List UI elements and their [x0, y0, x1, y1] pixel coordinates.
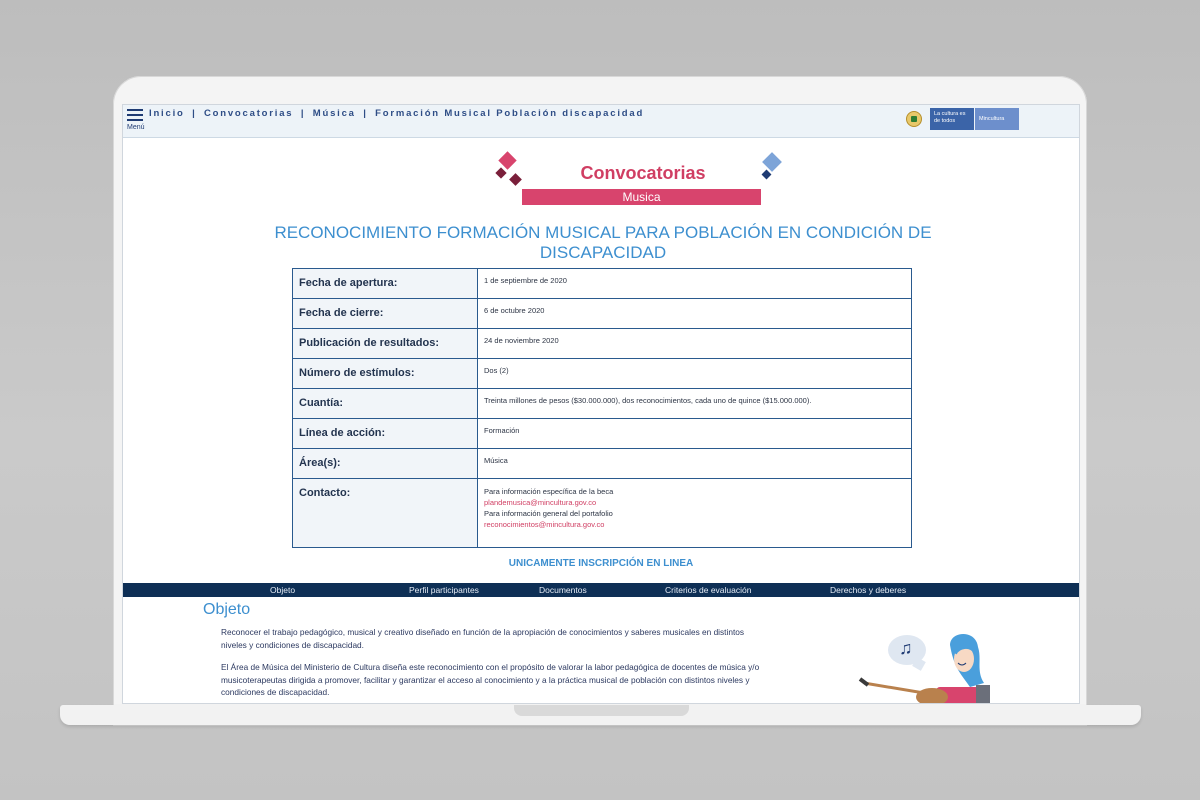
table-row — [293, 419, 912, 449]
hamburger-icon — [127, 109, 143, 121]
table-row — [293, 449, 912, 479]
page-title: RECONOCIMIENTO FORMACIÓN MUSICAL PARA POBLACIÓN EN CONDICIÓN DE DISCAPACIDAD — [274, 223, 932, 262]
section-title: Convocatorias — [580, 163, 706, 183]
row-label: Publicación de resultados: — [293, 329, 478, 359]
contact-value — [478, 479, 912, 548]
decor-diamond-icon — [509, 173, 522, 186]
menu-button[interactable] — [127, 109, 145, 131]
row-label: Línea de acción: — [293, 419, 478, 449]
row-value: Dos (2) — [478, 359, 912, 389]
table-row — [293, 389, 912, 419]
row-value: Treinta millones de pesos ($30.000.000), dos reconocimientos, cada uno de quince ($15.000.000). — [478, 389, 912, 419]
breadcrumb-separator: | — [300, 108, 306, 119]
row-label: Número de estímulos: — [293, 359, 478, 389]
decor-diamond-icon — [762, 152, 782, 172]
table-row — [293, 269, 912, 299]
row-label: Cuantía: — [293, 389, 478, 419]
tab-criterios-evaluacion[interactable]: Criterios de evaluación — [665, 585, 752, 595]
decor-diamond-icon — [762, 170, 772, 180]
section-subtitle-bar: Musica — [522, 189, 761, 205]
colombia-shield-icon — [906, 111, 922, 127]
contact-label: Contacto: — [293, 479, 478, 548]
guitarist-illustration — [858, 625, 998, 704]
table-row-contact — [293, 479, 912, 548]
breadcrumb — [149, 108, 644, 119]
tab-derechos-deberes[interactable]: Derechos y deberes — [830, 585, 907, 595]
table-row — [293, 299, 912, 329]
row-value: Formación — [478, 419, 912, 449]
objeto-heading: Objeto — [203, 601, 251, 618]
row-value: Música — [478, 449, 912, 479]
table-row — [293, 359, 912, 389]
laptop-notch — [514, 705, 689, 716]
row-value: 24 de noviembre 2020 — [478, 329, 912, 359]
contact-line: Para información específica de la beca — [484, 487, 614, 496]
objeto-paragraph: Reconocer el trabajo pedagógico, musical y creativo diseñado en función de la apropiación de conocimientos y saberes musicales en distintos niveles y condiciones de discapacidad. — [221, 627, 745, 650]
contact-email-link[interactable]: reconocimientos@mincultura.gov.co — [484, 520, 605, 529]
mincultura-logo: Mincultura — [975, 108, 1019, 130]
government-logos[interactable] — [906, 108, 1019, 130]
tab-objeto[interactable]: Objeto — [270, 585, 296, 595]
online-registration-note: UNICAMENTE INSCRIPCIÓN EN LINEA — [508, 558, 694, 569]
browser-viewport — [122, 104, 1080, 704]
section-tabs — [123, 583, 1079, 597]
menu-label: Menú — [127, 124, 145, 131]
breadcrumb-current: Formación Musical Población discapacidad — [375, 108, 645, 119]
tab-perfil-participantes[interactable]: Perfil participantes — [409, 585, 479, 595]
row-value: 6 de octubre 2020 — [478, 299, 912, 329]
breadcrumb-musica[interactable]: Música — [312, 108, 356, 119]
table-row — [293, 329, 912, 359]
objeto-paragraph: El Área de Música del Ministerio de Cultura diseña este reconocimiento con el propósito de valorar la labor pedagógica de docentes de música y/o musicoterapeutas dirigida a promover, facilitar y garantizar el acceso al conocimiento y a la práctica musical de población con distintos niveles y condiciones de discapacidad. — [221, 662, 760, 697]
decor-diamond-icon — [495, 167, 506, 178]
breadcrumb-separator: | — [192, 108, 197, 119]
breadcrumb-inicio[interactable]: Inicio — [149, 108, 185, 119]
contact-line: Para información general del portafolio — [484, 509, 613, 518]
row-label: Fecha de apertura: — [293, 269, 478, 299]
row-value: 1 de septiembre de 2020 — [478, 269, 912, 299]
row-label: Fecha de cierre: — [293, 299, 478, 329]
contact-email-link[interactable]: plandemusica@mincultura.gov.co — [484, 498, 597, 507]
tab-documentos[interactable]: Documentos — [539, 585, 587, 595]
music-note-icon: ♫ — [899, 638, 913, 658]
call-info-table — [292, 268, 912, 548]
breadcrumb-separator: | — [363, 108, 368, 119]
la-cultura-logo: La cultura es de todos — [930, 108, 974, 130]
top-navigation-bar — [123, 105, 1079, 138]
row-label: Área(s): — [293, 449, 478, 479]
breadcrumb-convocatorias[interactable]: Convocatorias — [203, 108, 294, 119]
